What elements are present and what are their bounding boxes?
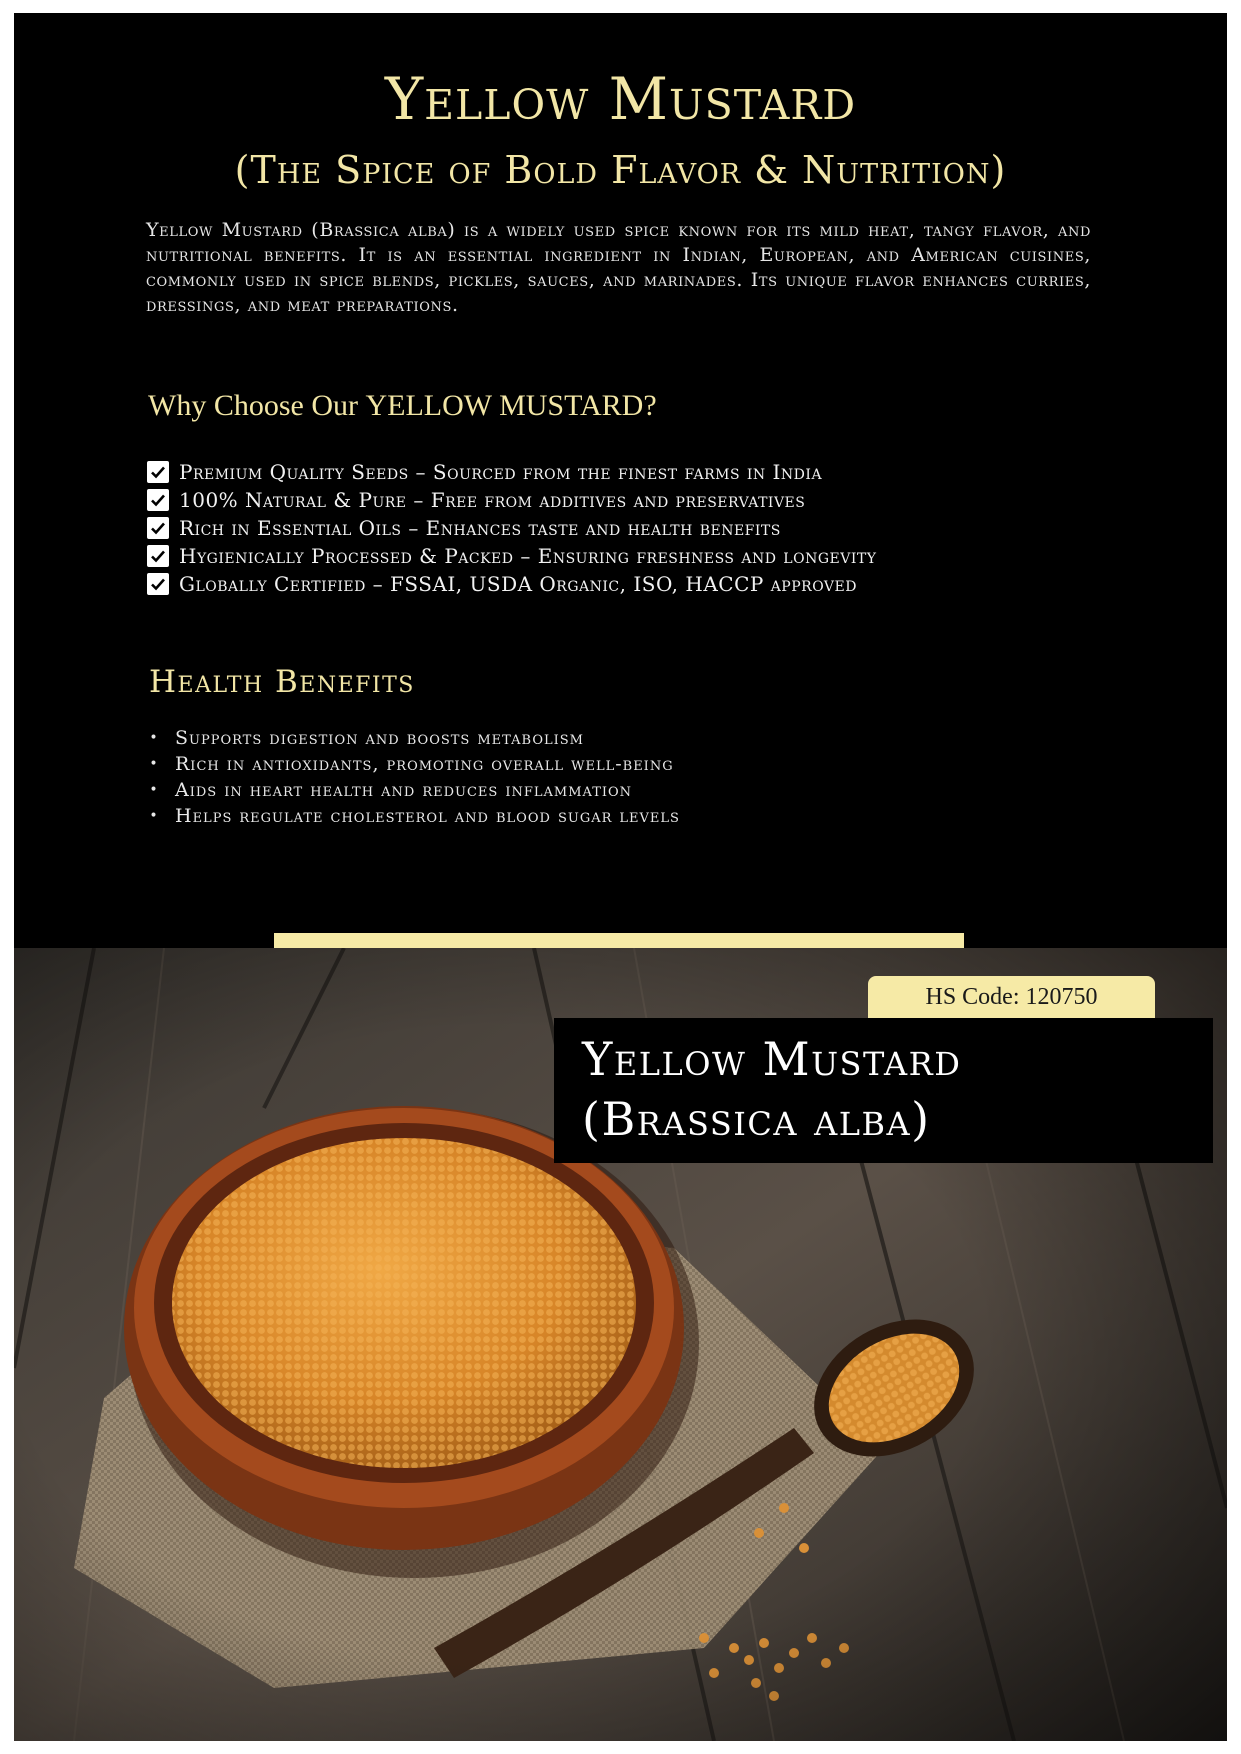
product-botanical-name: (Brassica alba)	[582, 1092, 931, 1146]
list-item	[145, 725, 680, 751]
health-benefits-heading: Health Benefits	[149, 664, 415, 700]
list-item-label: 100% Natural & Pure – Free from additives and preservatives	[179, 488, 806, 512]
product-name: Yellow Mustard	[582, 1032, 962, 1086]
page-subtitle: (The Spice of Bold Flavor & Nutrition)	[234, 148, 1007, 192]
checkbox-checked-icon	[147, 461, 169, 483]
list-item	[147, 458, 876, 486]
page-title: Yellow Mustard	[384, 65, 857, 133]
list-item	[147, 486, 876, 514]
list-item	[147, 570, 876, 598]
list-item	[147, 542, 876, 570]
list-item-label: Supports digestion and boosts metabolism	[175, 727, 584, 749]
why-choose-heading	[148, 389, 657, 423]
checkbox-checked-icon	[147, 517, 169, 539]
list-item-label: Hygienically Processed & Packed – Ensuring freshness and longevity	[179, 544, 877, 568]
list-item	[147, 514, 876, 542]
bullet-icon: •	[149, 730, 159, 746]
bullet-icon: •	[149, 756, 159, 772]
brochure-page	[14, 13, 1227, 1741]
health-benefits-list	[145, 725, 680, 829]
list-item	[145, 803, 680, 829]
checkbox-checked-icon	[147, 489, 169, 511]
list-item	[145, 777, 680, 803]
list-item-label: Rich in Essential Oils – Enhances taste and health benefits	[179, 516, 781, 540]
why-choose-list	[147, 458, 876, 598]
bullet-icon: •	[149, 782, 159, 798]
checkbox-checked-icon	[147, 545, 169, 567]
list-item-label: Premium Quality Seeds – Sourced from the finest farms in India	[179, 460, 823, 484]
list-item-label: Globally Certified – FSSAI, USDA Organic, ISO, HACCP approved	[179, 572, 857, 596]
list-item-label: Helps regulate cholesterol and blood sugar levels	[175, 805, 680, 827]
list-item	[145, 751, 680, 777]
why-heading-prefix: Why Choose Our	[148, 389, 366, 422]
product-name-plate	[554, 1018, 1213, 1163]
list-item-label: Aids in heart health and reduces inflammation	[175, 779, 633, 801]
checkbox-checked-icon	[147, 573, 169, 595]
list-item-label: Rich in antioxidants, promoting overall well-being	[175, 753, 674, 775]
divider-bar	[274, 933, 964, 948]
hs-code-tag: HS Code: 120750	[868, 976, 1155, 1018]
intro-paragraph: Yellow Mustard (Brassica alba) is a widely used spice known for its mild heat, tangy flavor, and nutritional benefits. It is an essential ingredient in Indian, European, and American cuisines, commonly used in spice blends, pickles, sauces, and marinades. Its unique flavor enhances curries, dressings, and meat preparations.	[146, 219, 1091, 316]
why-heading-product: YELLOW MUSTARD?	[365, 389, 657, 422]
bullet-icon: •	[149, 808, 159, 824]
